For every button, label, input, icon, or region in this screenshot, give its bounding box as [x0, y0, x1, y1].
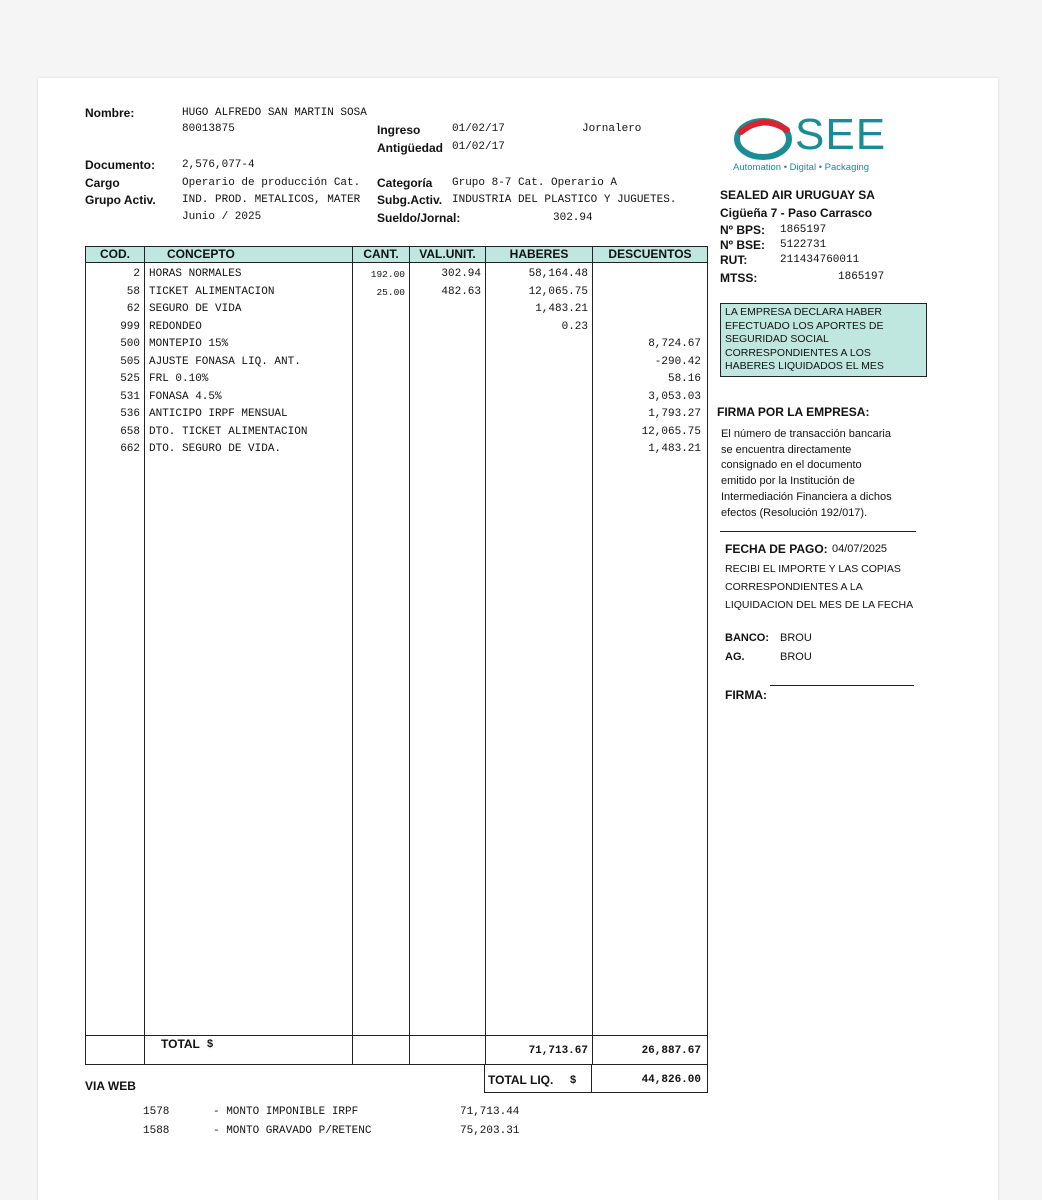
declaration-box: [720, 303, 927, 377]
footer-cod: 1588: [143, 1125, 170, 1137]
bse-value: 5122731: [780, 239, 827, 251]
cell-cod: 531: [120, 390, 140, 403]
table-row: [86, 266, 707, 283]
bps-label: Nº BPS:: [720, 223, 766, 237]
cell-descuentos: 8,724.67: [648, 338, 701, 350]
sueldo-value: 302.94: [553, 212, 593, 224]
company-name: SEALED AIR URUGUAY SA: [720, 188, 875, 202]
mtss-value: 1865197: [838, 271, 885, 283]
sueldo-label: Sueldo/Jornal:: [377, 211, 461, 225]
logo-swirl-icon: [733, 116, 793, 162]
ingreso-label: Ingreso: [377, 123, 421, 137]
ingreso-value: 01/02/17: [452, 123, 505, 135]
cell-concepto: AJUSTE FONASA LIQ. ANT.: [149, 355, 301, 368]
cell-haberes: 1,483.21: [535, 303, 588, 315]
bse-label: Nº BSE:: [720, 238, 766, 252]
cell-valunit: 302.94: [441, 268, 481, 280]
ag-value: BROU: [780, 651, 812, 663]
cargo-label: Cargo: [85, 176, 120, 190]
cell-descuentos: 12,065.75: [641, 425, 701, 438]
bank-note-line: emitido por la Institución de: [721, 475, 855, 488]
table-row: [86, 441, 707, 458]
bank-note: [721, 427, 892, 521]
name-label: Nombre:: [85, 106, 135, 120]
grupo-value: IND. PROD. METALICOS, MATER: [182, 194, 361, 206]
cell-cod: 999: [120, 320, 140, 333]
cell-cod: 500: [120, 338, 140, 350]
recibi-line: CORRESPONDIENTES A LA: [725, 581, 863, 593]
employee-number: 80013875: [182, 123, 235, 135]
table-row: [86, 301, 707, 318]
table-row: [86, 389, 707, 406]
cell-cod: 505: [120, 355, 140, 368]
employee-name: HUGO ALFREDO SAN MARTIN SOSA: [182, 107, 367, 119]
employee-type: Jornalero: [582, 123, 642, 135]
cell-descuentos: 1,483.21: [648, 443, 701, 455]
cell-concepto: SEGURO DE VIDA: [149, 303, 242, 315]
bps-value: 1865197: [780, 224, 827, 236]
footer-value: 75,203.31: [460, 1125, 520, 1137]
cell-cod: 658: [120, 425, 140, 438]
cell-descuentos: 58.16: [667, 373, 701, 385]
total-liq-label: TOTAL LIQ.: [488, 1073, 554, 1087]
cell-cod: 525: [120, 373, 140, 385]
cell-concepto: TICKET ALIMENTACION: [149, 285, 275, 298]
documento-value: 2,576,077-4: [182, 159, 255, 171]
cell-descuentos: 1,793.27: [648, 408, 701, 420]
subg-value: INDUSTRIA DEL PLASTICO Y JUGUETES.: [452, 194, 677, 206]
logo-tagline: Automation • Digital • Packaging: [733, 162, 870, 173]
logo-text: SEE: [795, 110, 887, 159]
firma-label: FIRMA:: [725, 688, 767, 702]
grupo-label: Grupo Activ.: [85, 193, 156, 207]
declaration-line: EFECTUADO LOS APORTES DE: [725, 319, 884, 332]
total-liq-box: [484, 1064, 708, 1093]
header-cant: CANT.: [363, 247, 399, 261]
cell-cod: 2: [133, 268, 140, 280]
cell-cod: 536: [120, 408, 140, 420]
footer-value: 71,713.44: [460, 1106, 520, 1118]
bank-note-line: Intermediación Financiera a dichos: [721, 490, 892, 503]
cell-cod: 662: [120, 443, 140, 455]
cell-concepto: MONTEPIO 15%: [149, 338, 229, 350]
declaration-line: CORRESPONDIENTES A LOS: [725, 346, 871, 359]
bank-note-line: consignado en el documento: [721, 459, 862, 472]
table-row: [86, 371, 707, 388]
cell-cod: 62: [126, 303, 140, 315]
cell-haberes: 12,065.75: [528, 285, 588, 298]
total-divider: [86, 1035, 707, 1036]
categoria-label: Categoría: [377, 176, 433, 190]
cell-concepto: REDONDEO: [149, 320, 202, 333]
bank-note-line: El número de transacción bancaria: [721, 428, 891, 440]
documento-label: Documento:: [85, 158, 155, 172]
payroll-table: [85, 246, 708, 1065]
header-valunit: VAL.UNIT.: [419, 247, 476, 261]
table-header: [86, 247, 707, 263]
table-row: [86, 354, 707, 371]
cell-concepto: HORAS NORMALES: [149, 268, 242, 280]
cell-concepto: FRL 0.10%: [149, 373, 209, 385]
cell-concepto: ANTICIPO IRPF MENSUAL: [149, 408, 288, 420]
declaration-line: LA EMPRESA DECLARA HABER: [725, 306, 882, 318]
total-currency: $: [207, 1038, 214, 1050]
cargo-value: Operario de producción Cat.: [182, 177, 361, 189]
total-liq-value: 44,826.00: [641, 1074, 701, 1086]
table-row: [86, 336, 707, 353]
declaration-line: HABERES LIQUIDADOS EL MES: [725, 360, 884, 372]
header-descuentos: DESCUENTOS: [608, 247, 692, 261]
cell-cant: 25.00: [376, 286, 405, 298]
footer-cod: 1578: [143, 1106, 170, 1118]
total-descuentos: 26,887.67: [641, 1045, 701, 1057]
bank-note-line: efectos (Resolución 192/017).: [721, 506, 868, 519]
total-liq-currency: $: [570, 1074, 577, 1086]
table-row: [86, 284, 707, 301]
rut-label: RUT:: [720, 253, 748, 267]
footer-desc: - MONTO GRAVADO P/RETENC: [213, 1125, 372, 1137]
rut-value: 211434760011: [780, 254, 860, 266]
fecha-pago-value: 04/07/2025: [832, 543, 888, 555]
cell-haberes: 58,164.48: [528, 268, 588, 280]
total-haberes: 71,713.67: [528, 1045, 588, 1057]
subg-label: Subg.Activ.: [377, 193, 443, 207]
banco-value: BROU: [780, 632, 812, 644]
signature-line: [720, 531, 916, 532]
bank-note-line: se encuentra directamente: [721, 443, 852, 456]
table-row: [86, 424, 707, 441]
antiguedad-label: Antigüedad: [377, 141, 443, 155]
cell-cant: 192.00: [370, 269, 405, 280]
cell-valunit: 482.63: [441, 285, 481, 298]
recibi-text: [725, 560, 913, 614]
banco-label: BANCO:: [725, 632, 769, 644]
mtss-label: MTSS:: [720, 271, 758, 285]
cell-descuentos: -290.42: [654, 355, 701, 368]
firma-empresa-label: FIRMA POR LA EMPRESA:: [717, 405, 870, 419]
header-haberes: HABERES: [509, 247, 569, 261]
company-logo: [733, 110, 923, 176]
company-address: Cigüeña 7 - Paso Carrasco: [720, 206, 873, 220]
cell-concepto: DTO. TICKET ALIMENTACION: [149, 425, 308, 438]
categoria-value: Grupo 8-7 Cat. Operario A: [452, 177, 618, 189]
firma-line: [770, 685, 914, 686]
via-web: VIA WEB: [85, 1079, 136, 1093]
period: Junio / 2025: [182, 211, 262, 223]
fecha-pago-label: FECHA DE PAGO:: [725, 542, 828, 556]
table-row: [86, 319, 707, 336]
cell-concepto: DTO. SEGURO DE VIDA.: [149, 443, 282, 455]
recibi-line: RECIBI EL IMPORTE Y LAS COPIAS: [725, 563, 901, 575]
cell-haberes: 0.23: [561, 320, 588, 333]
declaration-line: SEGURIDAD SOCIAL: [725, 333, 829, 345]
ag-label: AG.: [725, 651, 745, 663]
cell-concepto: FONASA 4.5%: [149, 390, 222, 403]
header-concepto: CONCEPTO: [167, 247, 235, 261]
footer-desc: - MONTO IMPONIBLE IRPF: [213, 1106, 359, 1118]
recibi-line: LIQUIDACION DEL MES DE LA FECHA: [725, 599, 914, 611]
cell-cod: 58: [126, 285, 140, 298]
table-row: [86, 406, 707, 423]
header-cod: COD.: [100, 247, 130, 261]
cell-descuentos: 3,053.03: [648, 390, 701, 403]
antiguedad-value: 01/02/17: [452, 141, 505, 153]
total-label: TOTAL: [161, 1037, 200, 1051]
